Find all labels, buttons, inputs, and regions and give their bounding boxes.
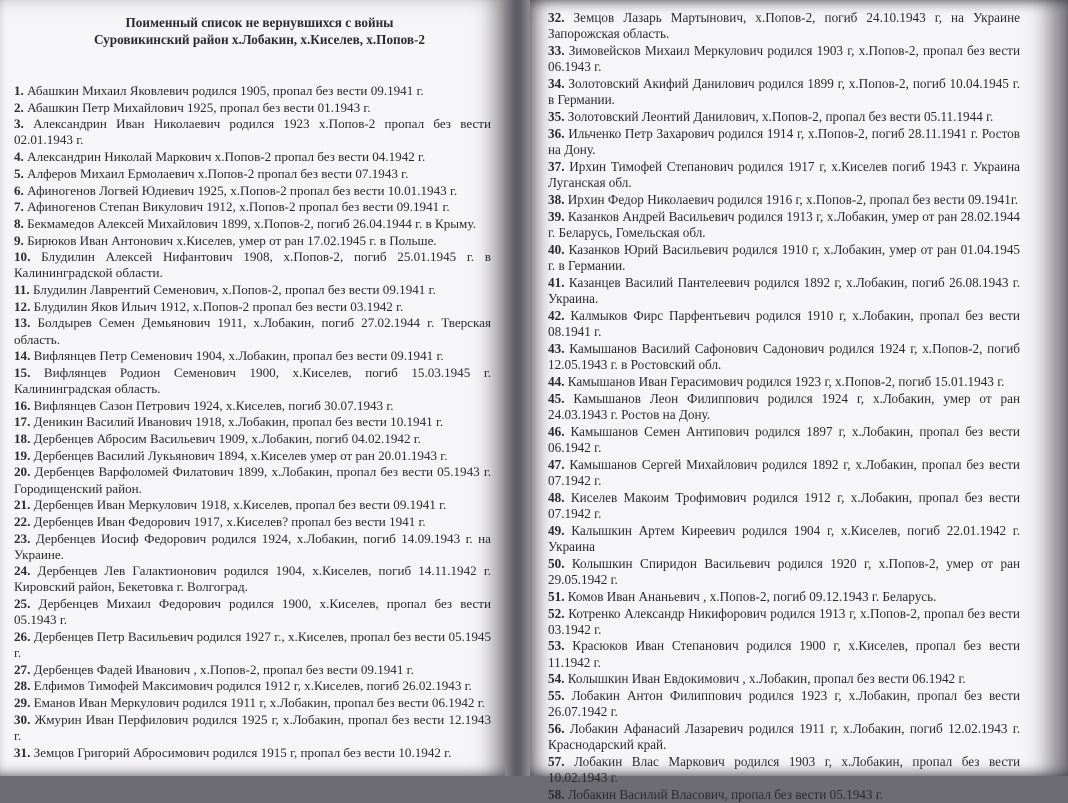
- entry-number: 27.: [14, 661, 31, 677]
- entry-text: Жмурин Иван Перфилович родился 1925 г, х.Лобакин, пропал без вести 12.1943 г.: [14, 711, 491, 743]
- list-item: [548, 391, 1020, 423]
- list-item: [548, 424, 1020, 456]
- entry-text: Деникин Василий Иванович 1918, х.Лобакин, пропал без вести 10.1941 г.: [33, 414, 444, 430]
- list-item: [548, 589, 1020, 605]
- list-item: [14, 464, 491, 496]
- list-item: [14, 216, 491, 232]
- entry-number: 16.: [14, 397, 31, 413]
- entry-number: 2.: [14, 99, 24, 115]
- entry-text: Камышанов Сергей Михайлович родился 1892 г, х.Лобакин, пропал без вести 07.1942 г.: [548, 456, 1020, 488]
- entry-text: Зимовейсков Михаил Меркулович родился 1903 г, х.Попов-2, пропал без вести 06.1943 г.: [548, 42, 1021, 75]
- list-item: [548, 721, 1020, 753]
- list-item: [14, 116, 491, 148]
- entry-number: 53.: [548, 638, 565, 654]
- list-item: [14, 149, 491, 165]
- entry-number: 9.: [14, 232, 24, 248]
- entry-number: 51.: [548, 588, 565, 604]
- entry-number: 50.: [548, 555, 565, 571]
- entry-list-right: [548, 10, 1020, 803]
- entry-number: 41.: [548, 274, 565, 290]
- entry-text: Камышанов Семен Антипович родился 1897 г, х.Лобакин, пропал без вести 06.1942 г.: [548, 423, 1020, 455]
- entry-number: 55.: [548, 688, 565, 704]
- entry-number: 58.: [548, 787, 565, 803]
- list-item: [14, 497, 491, 513]
- list-item: [548, 275, 1020, 307]
- entry-number: 30.: [14, 711, 31, 727]
- list-item: [14, 695, 491, 711]
- entry-number: 13.: [14, 315, 31, 331]
- entry-number: 24.: [14, 563, 31, 579]
- entry-text: Дербенцев Фадей Иванович , х.Попов-2, пропал без вести 09.1941 г.: [33, 661, 414, 677]
- entry-list-left: [14, 83, 491, 761]
- entry-number: 48.: [548, 489, 565, 505]
- entry-text: Золотовский Леонтий Данилович, х.Попов-2, пропал без вести 05.11.1944 г.: [567, 108, 994, 124]
- entry-text: Казанцев Василий Пантелеевич родился 1892 г, х.Лобакин, погиб 26.08.1943 г. Украина.: [548, 274, 1020, 306]
- entry-number: 23.: [14, 530, 31, 546]
- entry-number: 36.: [548, 125, 565, 141]
- entry-text: Колышкин Иван Евдокимович , х.Лобакин, пропал без вести 06.1942 г.: [567, 671, 966, 687]
- entry-text: Дербенцев Абросим Васильевич 1909, х.Лобакин, погиб 04.02.1942 г.: [33, 431, 421, 447]
- list-item: [14, 431, 491, 447]
- entry-number: 47.: [548, 456, 565, 472]
- entry-text: Золотовский Акифий Данилович родился 1899 г, х.Попов-2, погиб 10.04.1945 г. в Германии.: [548, 75, 1020, 108]
- entry-number: 38.: [548, 191, 565, 207]
- entry-text: Ирхин Федор Николаевич родился 1916 г, х.Попов-2, пропал без вести 09.1941г.: [567, 191, 1019, 207]
- entry-text: Лобакин Влас Маркович родился 1903 г, х.Лобакин, пропал без вести 10.02.1943 г.: [548, 754, 1021, 786]
- entry-number: 17.: [14, 414, 31, 430]
- list-item: [548, 556, 1020, 588]
- entry-number: 4.: [14, 149, 24, 165]
- entry-text: Бирюков Иван Антонович х.Киселев, умер от ран 17.02.1945 г. в Польше.: [27, 232, 437, 248]
- list-item: [548, 457, 1020, 489]
- list-item: [548, 308, 1020, 340]
- list-item: [14, 398, 491, 414]
- entry-text: Котренко Александр Никифорович родился 1913 г, х.Попов-2, пропал без вести 03.1942 г.: [548, 605, 1020, 637]
- entry-number: 21.: [14, 497, 31, 513]
- entry-text: Блудилин Яков Ильич 1912, х.Попов-2 пропал без вести 03.1942 г.: [33, 298, 404, 314]
- list-item: [14, 563, 491, 595]
- right-page: [530, 0, 1068, 803]
- entry-text: Дербенцев Лев Галактионович родился 1904, х.Киселев, погиб 14.11.1942 г. Кировский район, Бекетовка г. Волгоград.: [14, 563, 491, 595]
- entry-text: Дербенцев Василий Лукьянович 1894, х.Киселев умер от ран 20.01.1943 г.: [33, 447, 448, 463]
- list-item: [548, 490, 1020, 522]
- entry-text: Дербенцев Михаил Федорович родился 1900, х.Киселев, пропал без вести 05.1943 г.: [14, 596, 491, 628]
- list-item: [548, 159, 1020, 191]
- entry-text: Лобакин Василий Власович, пропал без вести 05.1943 г.: [567, 787, 883, 803]
- entry-number: 46.: [548, 423, 565, 439]
- entry-number: 14.: [14, 348, 31, 364]
- entry-text: Блудилин Алексей Нифантович 1908, х.Попов-2, погиб 25.01.1945 г. в Калининградской области.: [14, 249, 491, 281]
- entry-text: Земцов Лазарь Мартынович, х.Попов-2, погиб 24.10.1943 г, на Украине Запорожская область.: [548, 10, 1020, 42]
- entry-number: 37.: [548, 158, 565, 174]
- entry-text: Калышкин Артем Киреевич родился 1904 г, х.Киселев, погиб 22.01.1942 г. Украина: [548, 522, 1021, 554]
- entry-text: Вифлянцев Сазон Петрович 1924, х.Киселев, погиб 30.07.1943 г.: [33, 397, 394, 413]
- list-item: [14, 596, 491, 628]
- list-item: [14, 365, 491, 397]
- entry-text: Алферов Михаил Ермолаевич х.Попов-2 пропал без вести 07.1943 г.: [27, 165, 409, 181]
- entry-text: Болдырев Семен Демьянович 1911, х.Лобакин, погиб 27.02.1944 г. Тверская область.: [14, 315, 491, 347]
- entry-number: 7.: [14, 199, 24, 215]
- entry-number: 12.: [14, 298, 31, 314]
- entry-number: 28.: [14, 678, 31, 694]
- list-item: [548, 242, 1020, 274]
- entry-number: 40.: [548, 241, 565, 257]
- entry-number: 39.: [548, 208, 565, 224]
- list-item: [548, 688, 1020, 720]
- entry-text: Ирхин Тимофей Степанович родился 1917 г, х.Киселев погиб 1943 г. Украина Луганская обл.: [548, 158, 1021, 190]
- list-item: [14, 348, 491, 364]
- entry-text: Ильченко Петр Захарович родился 1914 г, х.Попов-2, погиб 28.11.1941 г. Ростов на Дону.: [548, 125, 1020, 157]
- entry-text: Абашкин Михаил Яковлевич родился 1905, пропал без вести 09.1941 г.: [27, 83, 424, 98]
- entry-number: 26.: [14, 628, 31, 644]
- entry-number: 19.: [14, 447, 31, 463]
- entry-text: Елфимов Тимофей Максимович родился 1912 г, х.Киселев, погиб 26.02.1943 г.: [33, 678, 472, 694]
- entry-text: Красюков Иван Степанович родился 1900 г, х.Киселев, пропал без вести 11.1942 г.: [548, 638, 1020, 670]
- list-item: [14, 531, 491, 563]
- entry-number: 6.: [14, 182, 24, 198]
- entry-number: 3.: [14, 116, 24, 132]
- entry-number: 45.: [548, 390, 565, 406]
- entry-number: 32.: [548, 10, 565, 25]
- entry-text: Колышкин Спиридон Васильевич родился 1920 г, х.Попов-2, умер от ран 29.05.1942 г.: [548, 555, 1021, 587]
- entry-number: 11.: [14, 282, 30, 298]
- list-item: [548, 109, 1020, 125]
- list-item: [548, 638, 1020, 670]
- entry-number: 29.: [14, 695, 31, 711]
- entry-text: Афиногенов Логвей Юдиевич 1925, х.Попов-2 пропал без вести 10.01.1943 г.: [27, 182, 458, 198]
- entry-number: 31.: [14, 744, 31, 760]
- entry-text: Калмыков Фирс Парфентьевич родился 1910 г, х.Лобакин, пропал без вести 08.1941 г.: [548, 307, 1020, 339]
- entry-number: 5.: [14, 165, 24, 181]
- entry-number: 33.: [548, 42, 565, 58]
- entry-text: Казанков Юрий Васильевич родился 1910 г, х.Лобакин, умер от ран 01.04.1945 г. в Германии.: [548, 241, 1021, 273]
- list-item: [548, 126, 1020, 158]
- list-item: [548, 76, 1020, 108]
- entry-text: Камышанов Леон Филиппович родился 1924 г, х.Лобакин, умер от ран 24.03.1943 г. Ростов на Дону.: [548, 390, 1021, 422]
- entry-text: Дербенцев Петр Васильевич родился 1927 г., х.Киселев, пропал без вести 05.1945 г.: [14, 628, 492, 661]
- entry-text: Александрин Иван Николаевич родился 1923 х.Попов-2 пропал без вести 02.01.1943 г.: [14, 116, 491, 148]
- entry-number: 52.: [548, 605, 565, 621]
- entry-number: 25.: [14, 596, 31, 612]
- list-item: [548, 671, 1020, 687]
- entry-text: Еманов Иван Меркулович родился 1911 г, х.Лобакин, пропал без вести 06.1942 г.: [33, 695, 485, 711]
- entry-number: 56.: [548, 721, 565, 737]
- entry-number: 18.: [14, 431, 31, 447]
- left-page: [0, 0, 505, 776]
- entry-number: 35.: [548, 108, 565, 124]
- list-item: [548, 523, 1020, 555]
- entry-number: 44.: [548, 373, 565, 389]
- document-title-block: [14, 14, 491, 48]
- entry-text: Дербенцев Варфоломей Филатович 1899, х.Лобакин, пропал без вести 05.1943 г. Городищенский район.: [14, 464, 491, 496]
- entry-number: 8.: [14, 215, 24, 231]
- entry-text: Афиногенов Степан Викулович 1912, х.Попов-2 пропал без вести 09.1941 г.: [27, 199, 450, 215]
- entry-text: Дербенцев Иван Федорович 1917, х.Киселев? пропал без вести 1941 г.: [33, 513, 426, 529]
- entry-text: Камышанов Василий Сафонович Садонович родился 1924 г, х.Попов-2, погиб 12.05.1943 г. в Ростовский обл.: [548, 340, 1021, 372]
- entry-text: Бекмамедов Алексей Михайлович 1899, х.Попов-2, погиб 26.04.1944 г. в Крыму.: [27, 215, 476, 231]
- entry-text: Вифлянцев Родион Семенович 1900, х.Киселев, погиб 15.03.1945 г. Калининградская область.: [14, 364, 491, 396]
- list-item: [548, 374, 1020, 390]
- entry-number: 20.: [14, 464, 31, 480]
- list-item: [548, 192, 1020, 208]
- entry-text: Лобакин Антон Филиппович родился 1923 г, х.Лобакин, пропал без вести 26.07.1942 г.: [548, 688, 1020, 720]
- entry-number: 54.: [548, 671, 565, 687]
- entry-text: Камышанов Иван Герасимович родился 1923 г, х.Попов-2, погиб 15.01.1943 г.: [567, 373, 1005, 389]
- list-item: [14, 183, 491, 199]
- list-item: [14, 678, 491, 694]
- entry-number: 57.: [548, 754, 565, 770]
- entry-text: Александрин Николай Маркович х.Попов-2 пропал без вести 04.1942 г.: [27, 149, 426, 165]
- list-item: [548, 43, 1020, 75]
- list-item: [14, 448, 491, 464]
- entry-text: Казанков Андрей Васильевич родился 1913 г, х.Лобакин, умер от ран 28.02.1944 г. Беларусь, Гомельская обл.: [548, 208, 1021, 240]
- list-item: [14, 662, 491, 678]
- list-item: [548, 341, 1020, 373]
- list-item: [14, 712, 491, 744]
- list-item: [14, 299, 491, 315]
- entry-text: Вифлянцев Петр Семенович 1904, х.Лобакин, пропал без вести 09.1941 г.: [33, 348, 444, 364]
- document-subtitle: Суровикинский район х.Лобакин, х.Киселев, х.Попов-2: [93, 32, 426, 47]
- entry-text: Лобакин Афанасий Лазаревич родился 1911 г, х.Лобакин, погиб 12.02.1943 г. Краснодарский край.: [548, 721, 1020, 753]
- entry-text: Земцов Григорий Абросимович родился 1915 г, пропал без вести 10.1942 г.: [33, 744, 452, 760]
- entry-number: 43.: [548, 340, 565, 356]
- list-item: [14, 629, 491, 661]
- list-item: [14, 100, 491, 116]
- entry-number: 10.: [14, 249, 31, 265]
- list-item: [14, 282, 491, 298]
- entry-text: Блудилин Лаврентий Семенович, х.Попов-2, пропал без вести 09.1941 г.: [32, 282, 436, 298]
- list-item: [14, 199, 491, 215]
- list-item: [548, 787, 1020, 803]
- list-item: [548, 754, 1020, 786]
- list-item: [14, 233, 491, 249]
- entry-text: Дербенцев Иосиф Федорович родился 1924, х.Лобакин, погиб 14.09.1943 г. на Украине.: [14, 530, 491, 562]
- entry-number: 49.: [548, 522, 565, 538]
- list-item: [14, 249, 491, 281]
- list-item: [548, 10, 1020, 42]
- list-item: [14, 166, 491, 182]
- list-item: [548, 209, 1020, 241]
- entry-number: 42.: [548, 307, 565, 323]
- list-item: [14, 83, 491, 99]
- list-item: [548, 606, 1020, 638]
- document-title: Поименный список не вернувшихся с войны: [125, 15, 394, 30]
- list-item: [14, 315, 491, 347]
- entry-number: 15.: [14, 364, 31, 380]
- list-item: [14, 745, 491, 761]
- entry-number: 22.: [14, 513, 31, 529]
- entry-text: Комов Иван Ананьевич , х.Попов-2, погиб 09.12.1943 г. Беларусь.: [567, 588, 937, 604]
- entry-text: Киселев Макоим Трофимович родился 1912 г, х.Лобакин, пропал без вести 07.1942 г.: [548, 489, 1021, 521]
- book-gutter: [505, 0, 530, 776]
- entry-text: Дербенцев Иван Меркулович 1918, х.Киселев, пропал без вести 09.1941 г.: [33, 497, 447, 513]
- entry-number: 34.: [548, 75, 565, 91]
- entry-text: Абашкин Петр Михайлович 1925, пропал без вести 01.1943 г.: [27, 99, 371, 115]
- list-item: [14, 414, 491, 430]
- entry-number: 1.: [14, 83, 24, 98]
- list-item: [14, 514, 491, 530]
